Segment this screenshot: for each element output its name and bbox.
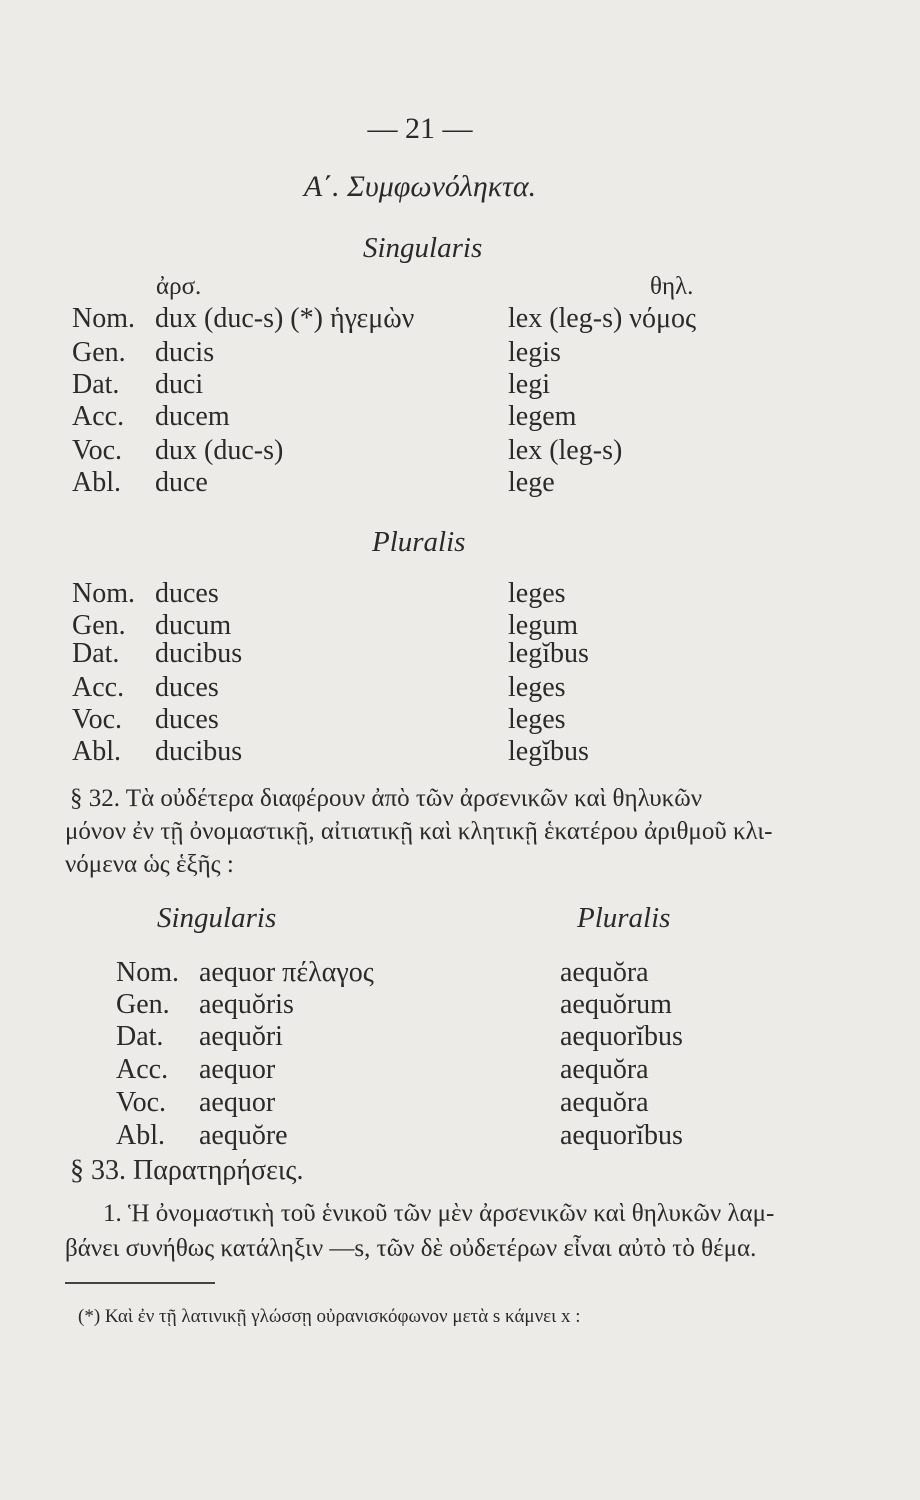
table1-sing-case: Nom. [72,303,135,334]
footnote-divider [65,1282,215,1284]
table2-case: Dat. [116,1021,164,1052]
table2-case: Acc. [116,1054,169,1085]
table2-singular: aequŏre [199,1120,288,1151]
page-number: — 21 — [367,112,473,145]
table2-plural: aequorĭbus [560,1120,683,1151]
table1-sing-case: Abl. [72,467,121,498]
section-title: Α΄. Συμφωνόληκτα. [303,170,537,203]
table1-plur-masc: ducum [155,610,232,641]
table1-plur-fem: leges [508,578,566,609]
table1-plur-case: Gen. [72,610,126,641]
table2-case: Abl. [116,1120,165,1151]
table1-sing-fem: lex (leg-s) νόμος [508,303,697,334]
table2-plural: aequorĭbus [560,1021,683,1052]
table2-singular: aequŏris [199,989,294,1020]
table1-singular-heading: Singularis [363,232,483,264]
table1-sing-fem: lege [508,467,555,498]
table1-sing-fem: legem [508,401,577,432]
table2-plural: aequŏrum [560,989,672,1020]
table2-case: Gen. [116,989,170,1020]
table1-plur-fem: leges [508,672,566,703]
para32-line: νόμενα ὡς ἑξῆς : [65,851,234,878]
table1-sing-fem: legi [508,369,550,400]
table1-plur-fem: legum [508,610,578,641]
table2-singular: aequor [199,1087,276,1118]
table1-sing-case: Gen. [72,337,126,368]
table1-sing-fem: lex (leg-s) [508,435,623,466]
para33-heading: § 33. Παρατηρήσεις. [70,1155,304,1186]
table1-plur-fem: legĭbus [508,638,589,669]
table1-plur-masc: duces [155,672,219,703]
table1-plur-case: Acc. [72,672,125,703]
table2-plural-heading: Pluralis [577,902,671,934]
para32-line: § 32. Τὰ οὐδέτερα διαφέρουν ἀπὸ τῶν ἀρσενικῶν καὶ θηλυκῶν [70,785,702,812]
para33-line: βάνει συνήθως κατάληξιν —s, τῶν δὲ οὐδετέρων εἶναι αὐτὸ τὸ θέμα. [65,1235,757,1262]
para32-line: μόνον ἐν τῇ ὀνομαστικῇ, αἰτιατικῇ καὶ κλητικῇ ἑκατέρου ἀριθμοῦ κλι- [65,818,773,845]
footnote: (*) Καὶ ἐν τῇ λατινικῇ γλώσσῃ οὐρανισκόφωνον μετὰ s κάμνει x : [78,1306,581,1327]
table1-sing-fem: legis [508,337,561,368]
table1-plur-masc: ducibus [155,736,243,767]
table2-singular: aequor [199,1054,276,1085]
table1-sing-masc: ducem [155,401,230,432]
table1-sing-masc: ducis [155,337,215,368]
table2-plural: aequŏra [560,1087,649,1118]
table1-sing-case: Acc. [72,401,125,432]
table1-sing-masc: duci [155,369,204,400]
table2-plural: aequŏra [560,1054,649,1085]
table1-plur-fem: leges [508,704,566,735]
table2-case: Nom. [116,957,179,988]
table1-plur-case: Voc. [72,704,123,735]
table2-singular: aequor πέλαγος [199,957,374,988]
table1-sing-masc: duce [155,467,208,498]
table1-plur-masc: ducibus [155,638,243,669]
table1-plur-masc: duces [155,704,219,735]
table2-case: Voc. [116,1087,167,1118]
table1-fem-label: θηλ. [650,273,694,300]
table1-plur-fem: legĭbus [508,736,589,767]
para33-line: 1. Ἡ ὀνομαστικὴ τοῦ ἑνικοῦ τῶν μὲν ἀρσενικῶν καὶ θηλυκῶν λαμ- [103,1200,775,1227]
table1-sing-case: Voc. [72,435,123,466]
table2-singular: aequŏri [199,1021,283,1052]
table2-plural: aequŏra [560,957,649,988]
table1-sing-masc: dux (duc-s) [155,435,284,466]
table1-plur-case: Dat. [72,638,120,669]
table2-singular-heading: Singularis [157,902,277,934]
table1-plur-masc: duces [155,578,219,609]
table1-plur-case: Abl. [72,736,121,767]
table1-masc-label: ἀρσ. [156,273,202,300]
table1-sing-masc: dux (duc-s) (*) ἡγεμὼν [155,303,415,334]
table1-sing-case: Dat. [72,369,120,400]
table1-plur-case: Nom. [72,578,135,609]
table1-plural-heading: Pluralis [372,526,466,558]
